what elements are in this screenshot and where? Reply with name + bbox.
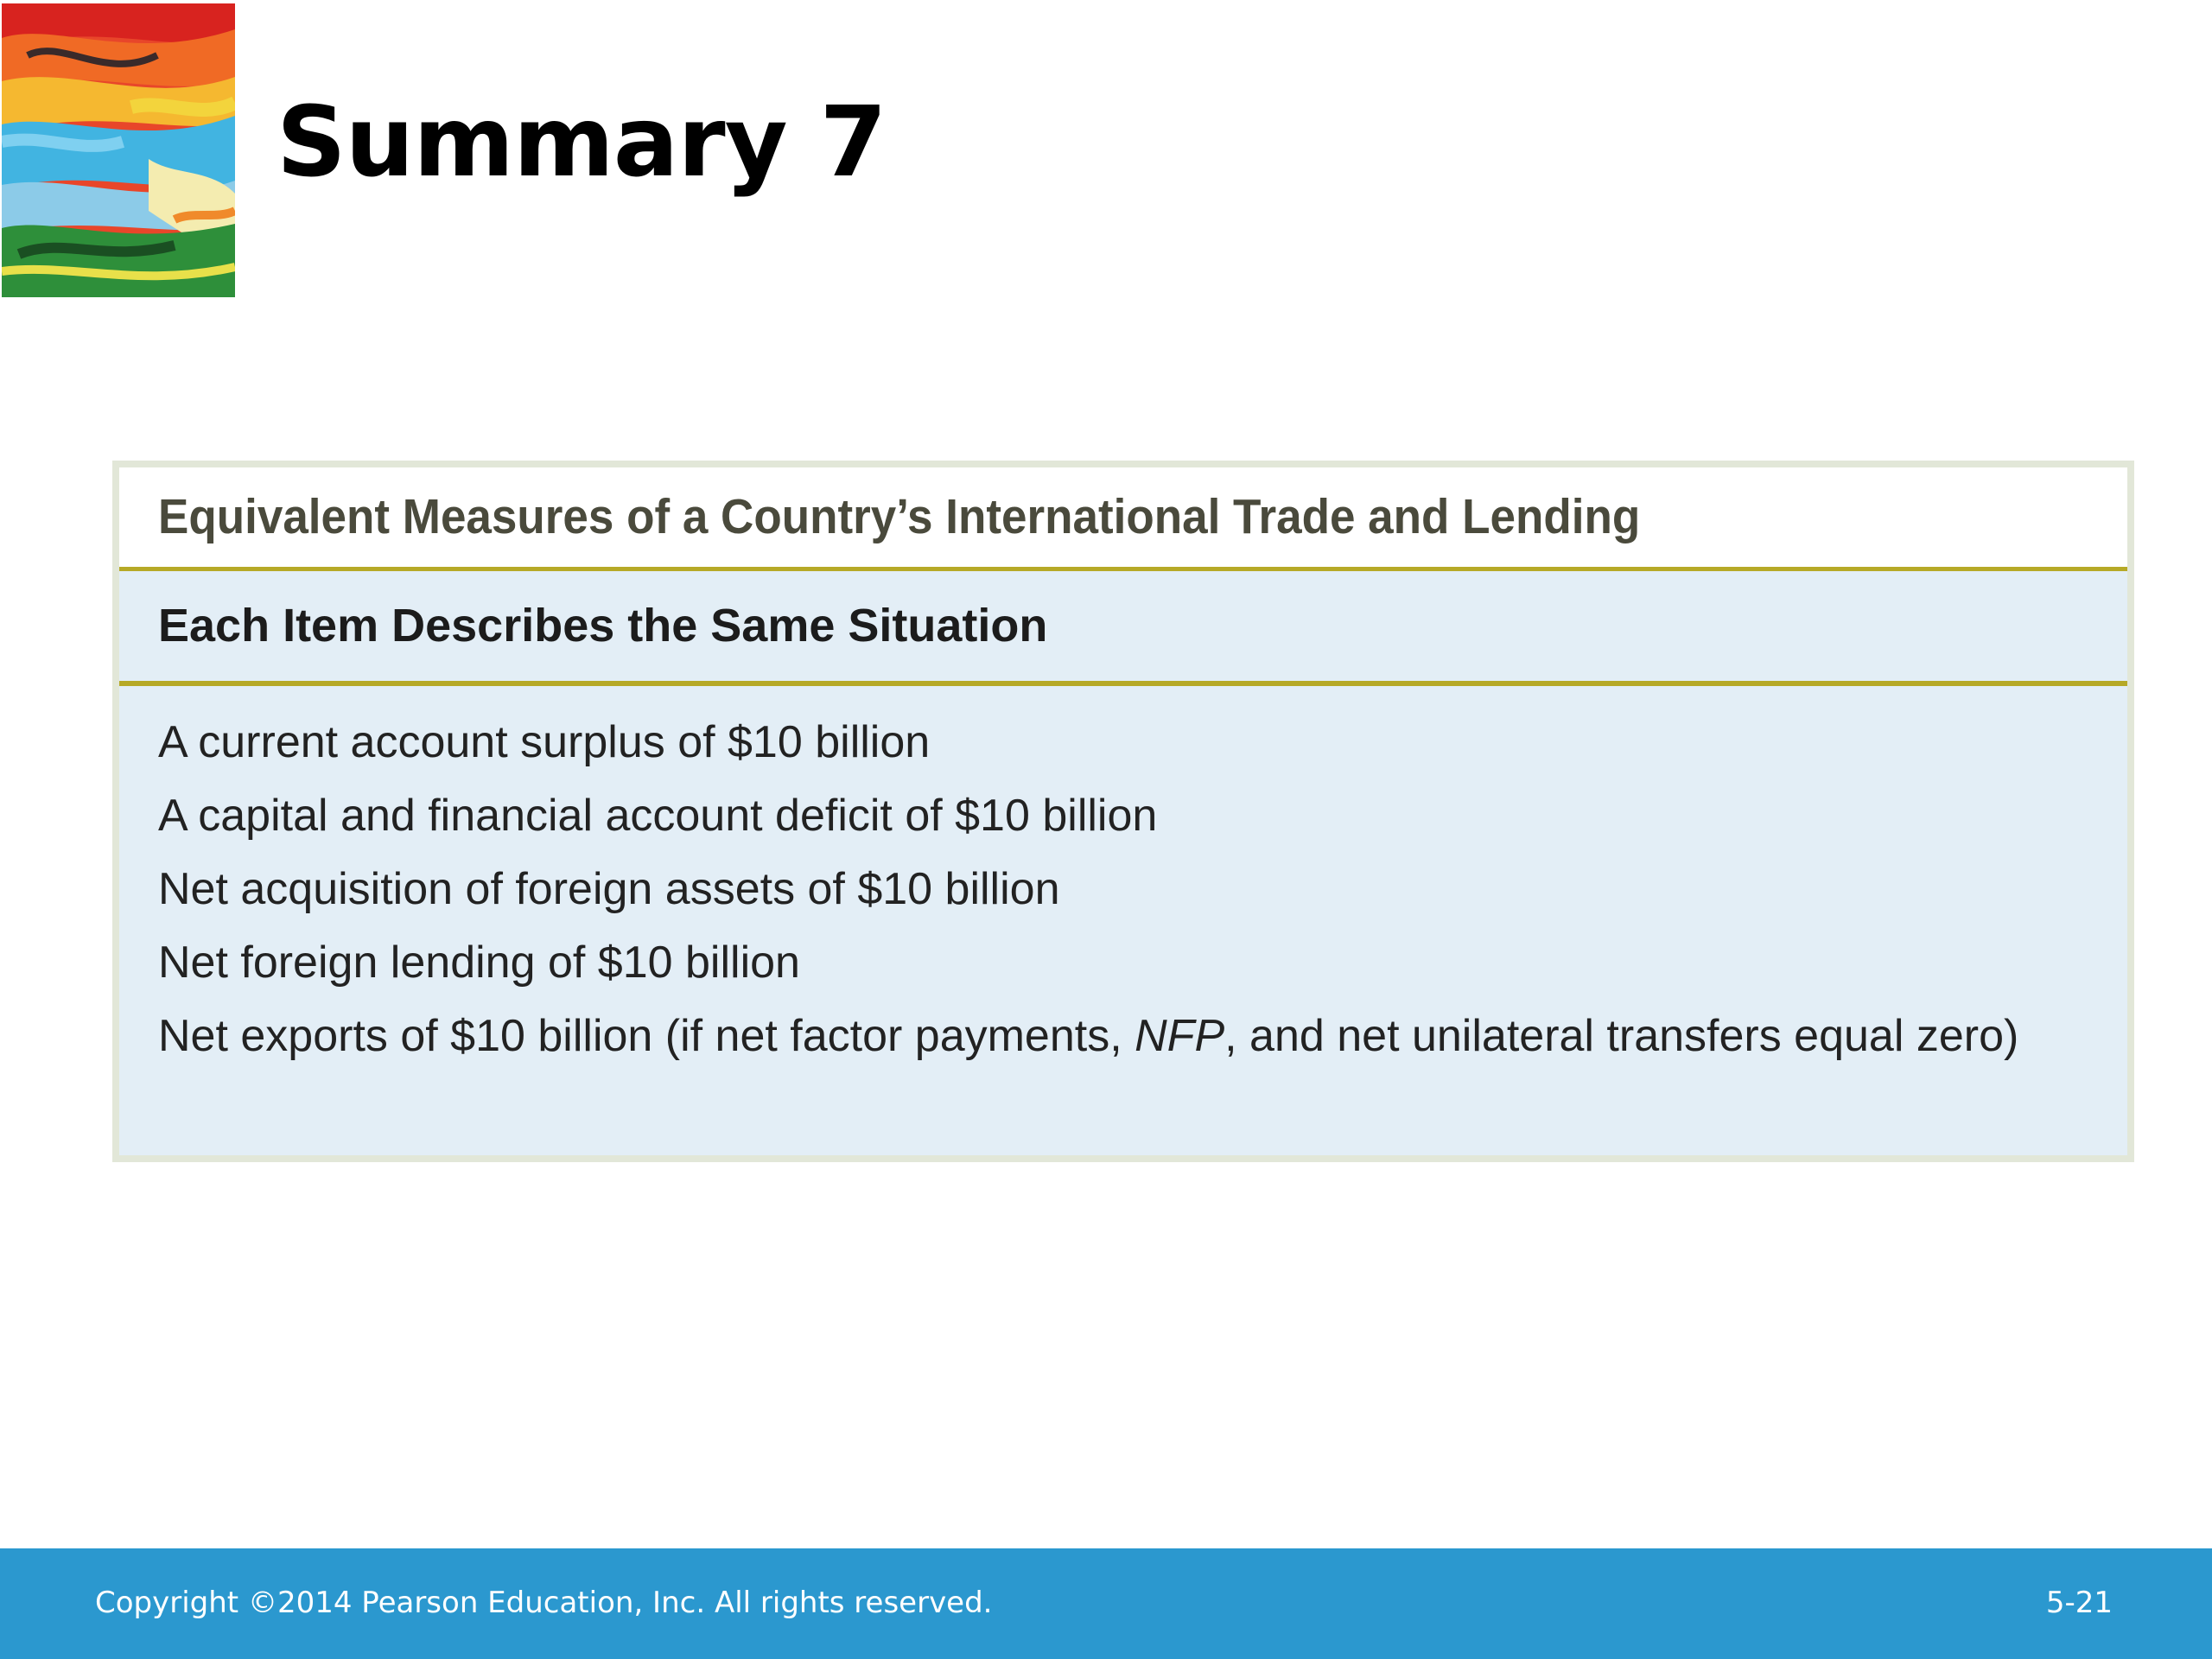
table-header-row xyxy=(119,571,2127,686)
table-row: Net foreign lending of $10 billion xyxy=(158,938,800,988)
row-text-italic: NFP xyxy=(1135,1011,1225,1061)
table-row xyxy=(158,1005,2093,1067)
table-title: Equivalent Measures of a Country’s International Trade and Lending xyxy=(158,489,1641,544)
row-text-after: , and net unilateral transfers equal zero) xyxy=(1224,1011,2019,1061)
footer-bar xyxy=(0,1548,2212,1659)
table-inner xyxy=(119,467,2127,1155)
abstract-painting-icon xyxy=(2,3,235,297)
table-column-header: Each Item Describes the Same Situation xyxy=(158,600,1048,652)
equivalent-measures-table xyxy=(112,461,2134,1162)
row-text-before: Net exports of $10 billion (if net factor payments, xyxy=(158,1011,1135,1061)
copyright-text: Copyright ©2014 Pearson Education, Inc. All rights reserved. xyxy=(95,1586,993,1620)
table-row: A capital and financial account deficit of $10 billion xyxy=(158,791,1158,841)
slide-title: Summary 7 xyxy=(276,86,887,199)
table-row: Net acquisition of foreign assets of $10 billion xyxy=(158,864,1060,914)
slide-number: 5-21 xyxy=(2045,1586,2113,1620)
table-title-row xyxy=(119,467,2127,571)
table-row: A current account surplus of $10 billion xyxy=(158,717,931,767)
table-body xyxy=(158,711,2093,1078)
